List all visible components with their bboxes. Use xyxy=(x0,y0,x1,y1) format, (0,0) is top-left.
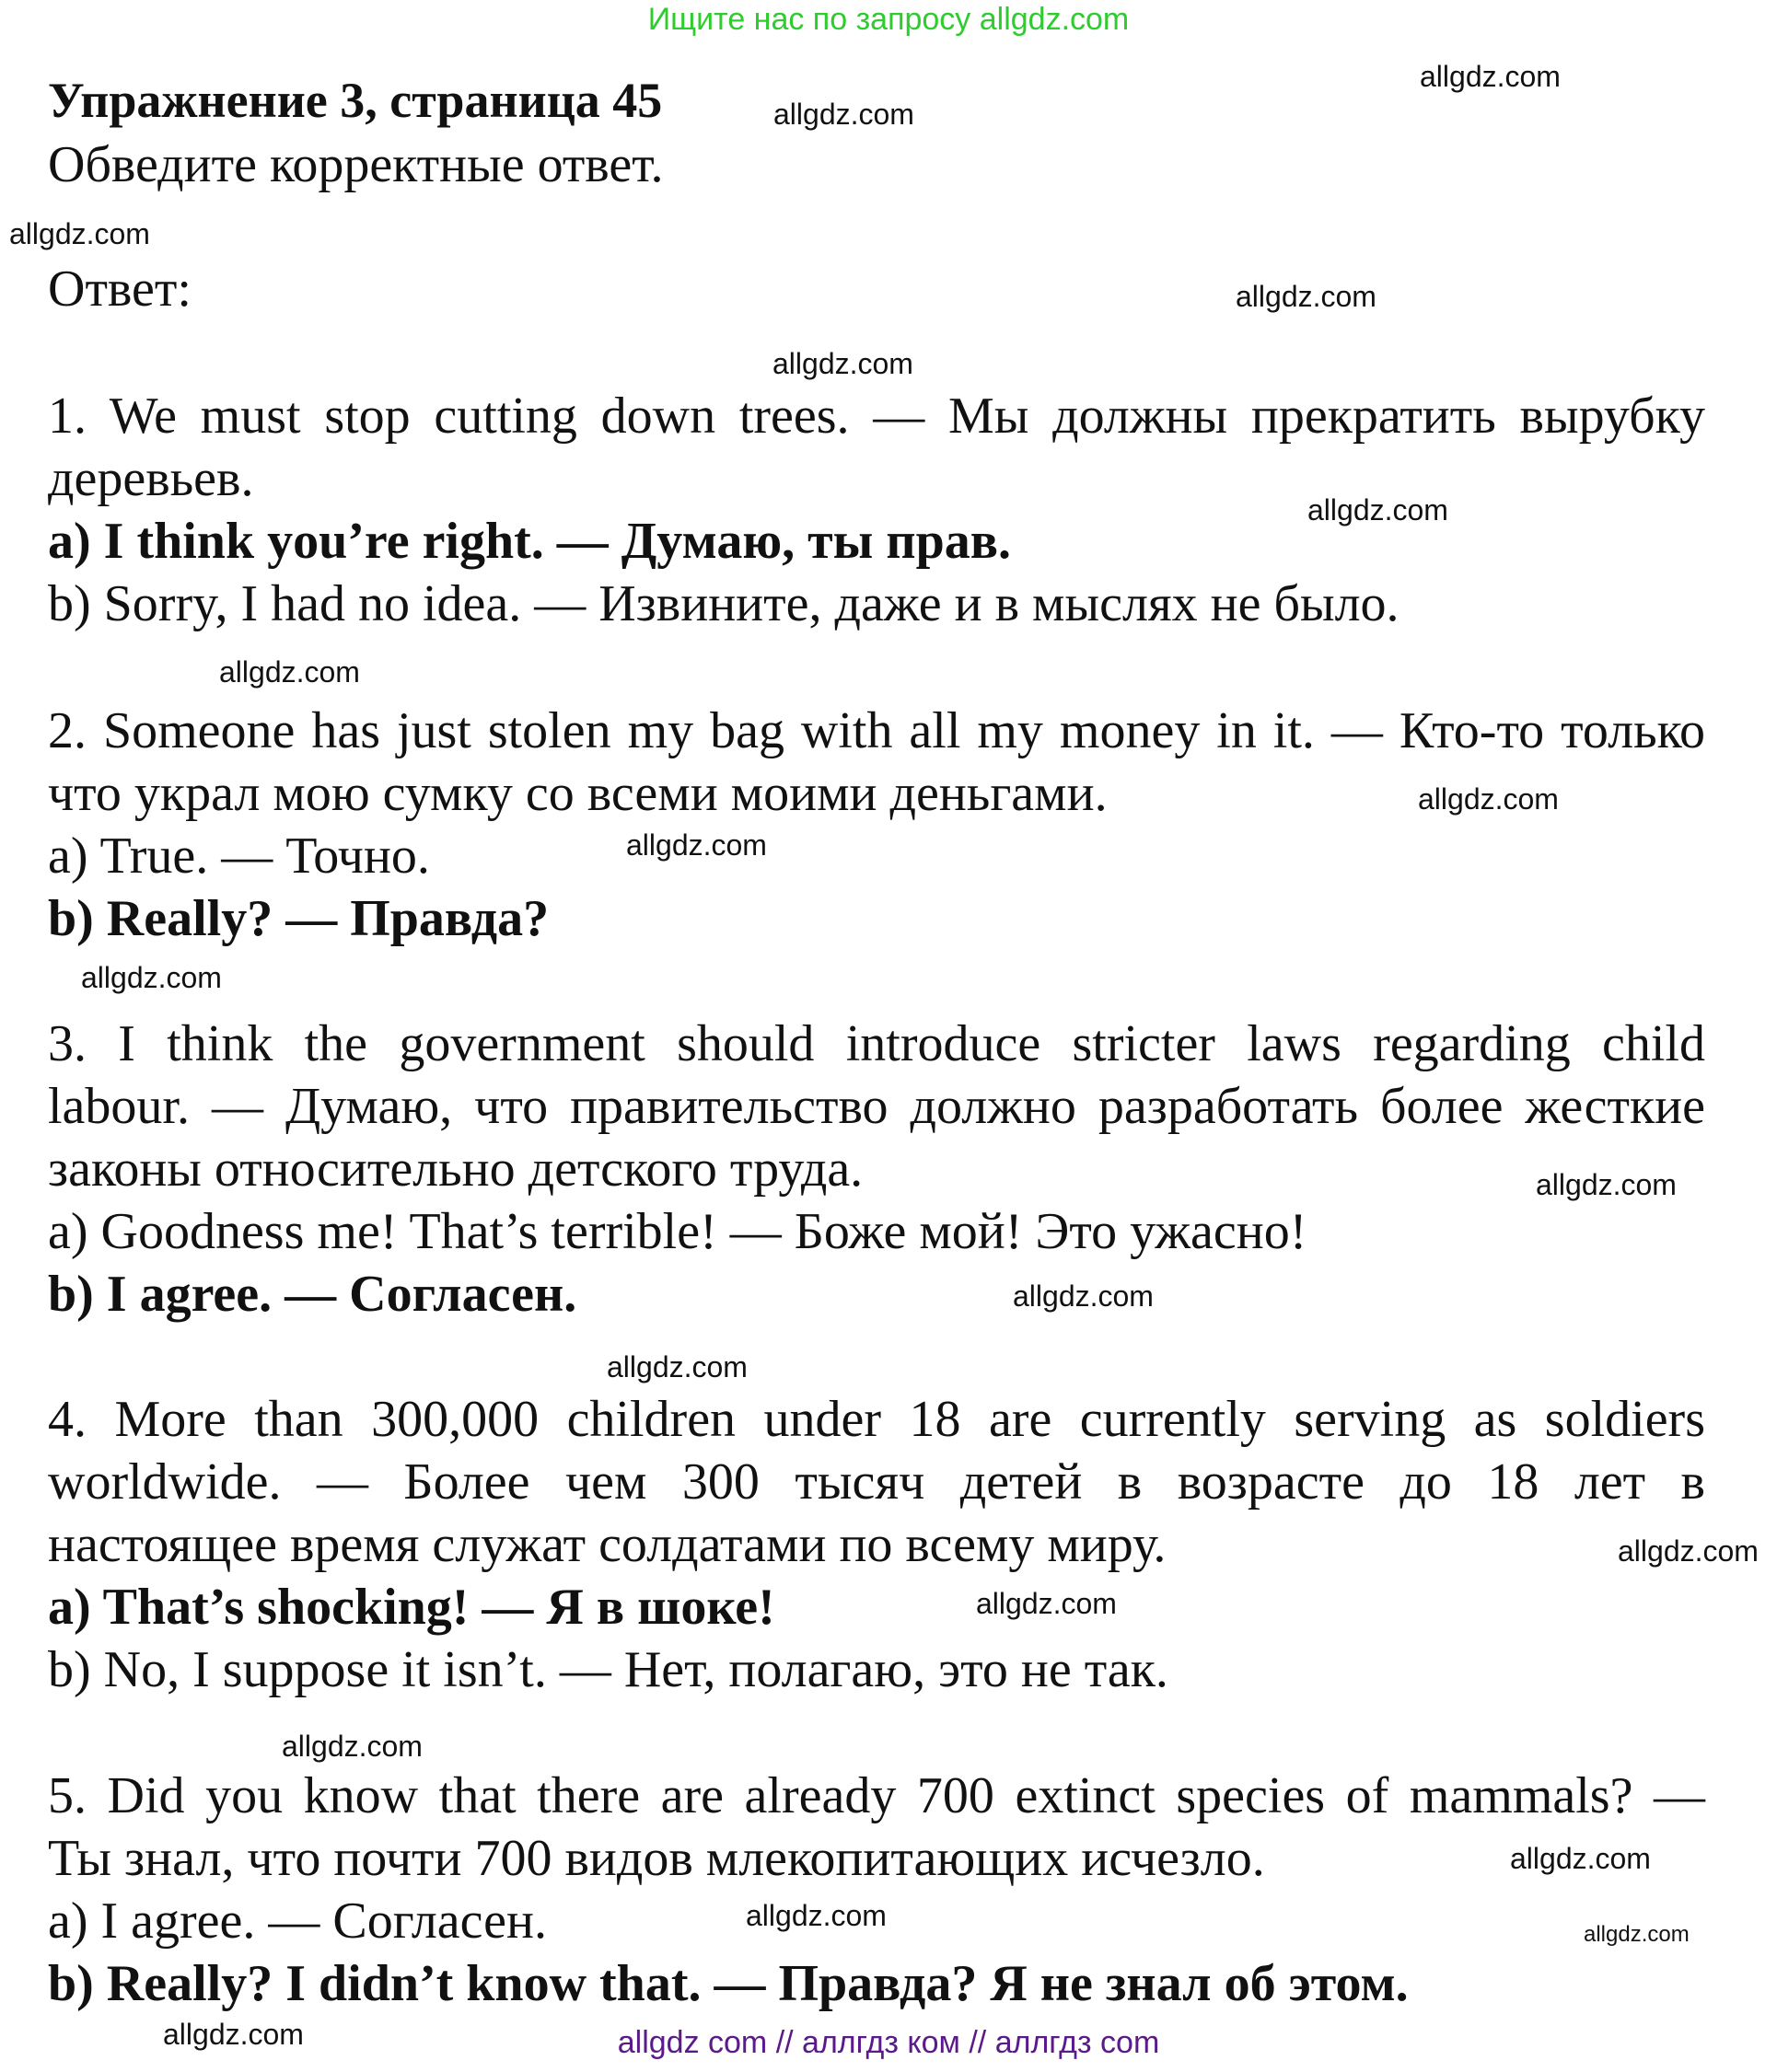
question-line: worldwide. — Более чем 300 тысяч детей в возрасте до 18 лет в xyxy=(48,1453,1705,1511)
watermark: allgdz.com xyxy=(9,217,150,250)
exercise-item-1 xyxy=(48,385,1705,635)
exercise-item-2 xyxy=(48,700,1705,950)
page-title: Упражнение 3, страница 45 xyxy=(48,73,663,128)
option-a: a) I agree. — Согласен. xyxy=(48,1893,548,1950)
question-line: 2. Someone has just stolen my bag with all my money in it. — Кто-то только xyxy=(48,702,1705,759)
question-line: 3. I think the government should introduce stricter laws regarding child xyxy=(48,1015,1705,1072)
option-a: a) Goodness me! That’s terrible! — Боже мой! Это ужасно! xyxy=(48,1203,1307,1260)
option-b: b) Sorry, I had no idea. — Извините, даже и в мыслях не было. xyxy=(48,575,1400,632)
instruction: Обведите корректные ответ. xyxy=(48,136,664,193)
exercise-item-4 xyxy=(48,1388,1705,1701)
watermark: allgdz.com xyxy=(772,347,913,380)
watermark: allgdz.com xyxy=(746,1899,887,1932)
option-b-correct: b) Really? — Правда? xyxy=(48,890,550,947)
watermark: allgdz.com xyxy=(1418,782,1559,816)
watermark: allgdz.com xyxy=(626,828,767,862)
question-line: 4. More than 300,000 children under 18 are currently serving as soldiers xyxy=(48,1391,1705,1448)
answer-label: Ответ: xyxy=(48,260,192,318)
watermark: allgdz.com xyxy=(1536,1168,1677,1201)
watermark: allgdz.com xyxy=(282,1730,423,1763)
exercise-item-3 xyxy=(48,1013,1705,1325)
watermark: allgdz.com xyxy=(1618,1534,1759,1568)
watermark: allgdz.com xyxy=(1013,1279,1154,1313)
question-line: деревьев. xyxy=(48,450,254,507)
question-line: настоящее время служат солдатами по всему миру. xyxy=(48,1516,1167,1573)
watermark: allgdz.com xyxy=(219,655,360,689)
option-b-correct: b) Really? I didn’t know that. — Правда? Я не знал об этом. xyxy=(48,1955,1409,2012)
watermark: allgdz.com xyxy=(1420,60,1561,93)
option-a-correct: a) I think you’re right. — Думаю, ты прав. xyxy=(48,513,1012,570)
watermark: allgdz.com xyxy=(81,961,222,994)
header-banner: Ищите нас по запросу allgdz.com xyxy=(647,2,1130,37)
footer-banner: allgdz com // аллгдз ком // аллгдз com xyxy=(617,2025,1160,2060)
question-line: законы относительно детского труда. xyxy=(48,1140,864,1198)
watermark: allgdz.com xyxy=(1510,1842,1651,1875)
option-b-correct: b) I agree. — Согласен. xyxy=(48,1266,577,1323)
watermark: allgdz.com xyxy=(773,98,914,131)
option-b: b) No, I suppose it isn’t. — Нет, полагаю, это не так. xyxy=(48,1641,1168,1698)
question-line: labour. — Думаю, что правительство должно разработать более жесткие xyxy=(48,1078,1705,1135)
watermark: allgdz.com xyxy=(1584,1922,1690,1947)
watermark: allgdz.com xyxy=(163,2018,304,2051)
watermark: allgdz.com xyxy=(607,1350,748,1383)
question-line: что украл мою сумку со всеми моими деньгами. xyxy=(48,765,1108,822)
exercise-item-5 xyxy=(48,1765,1705,2015)
question-line: Ты знал, что почти 700 видов млекопитающих исчезло. xyxy=(48,1830,1265,1887)
watermark: allgdz.com xyxy=(976,1587,1117,1620)
watermark: allgdz.com xyxy=(1307,493,1448,527)
question-line: 1. We must stop cutting down trees. — Мы должны прекратить вырубку xyxy=(48,388,1705,445)
option-a: a) True. — Точно. xyxy=(48,828,430,885)
question-line: 5. Did you know that there are already 700 extinct species of mammals? — xyxy=(48,1767,1705,1824)
watermark: allgdz.com xyxy=(1236,280,1376,313)
option-a-correct: a) That’s shocking! — Я в шоке! xyxy=(48,1579,775,1636)
